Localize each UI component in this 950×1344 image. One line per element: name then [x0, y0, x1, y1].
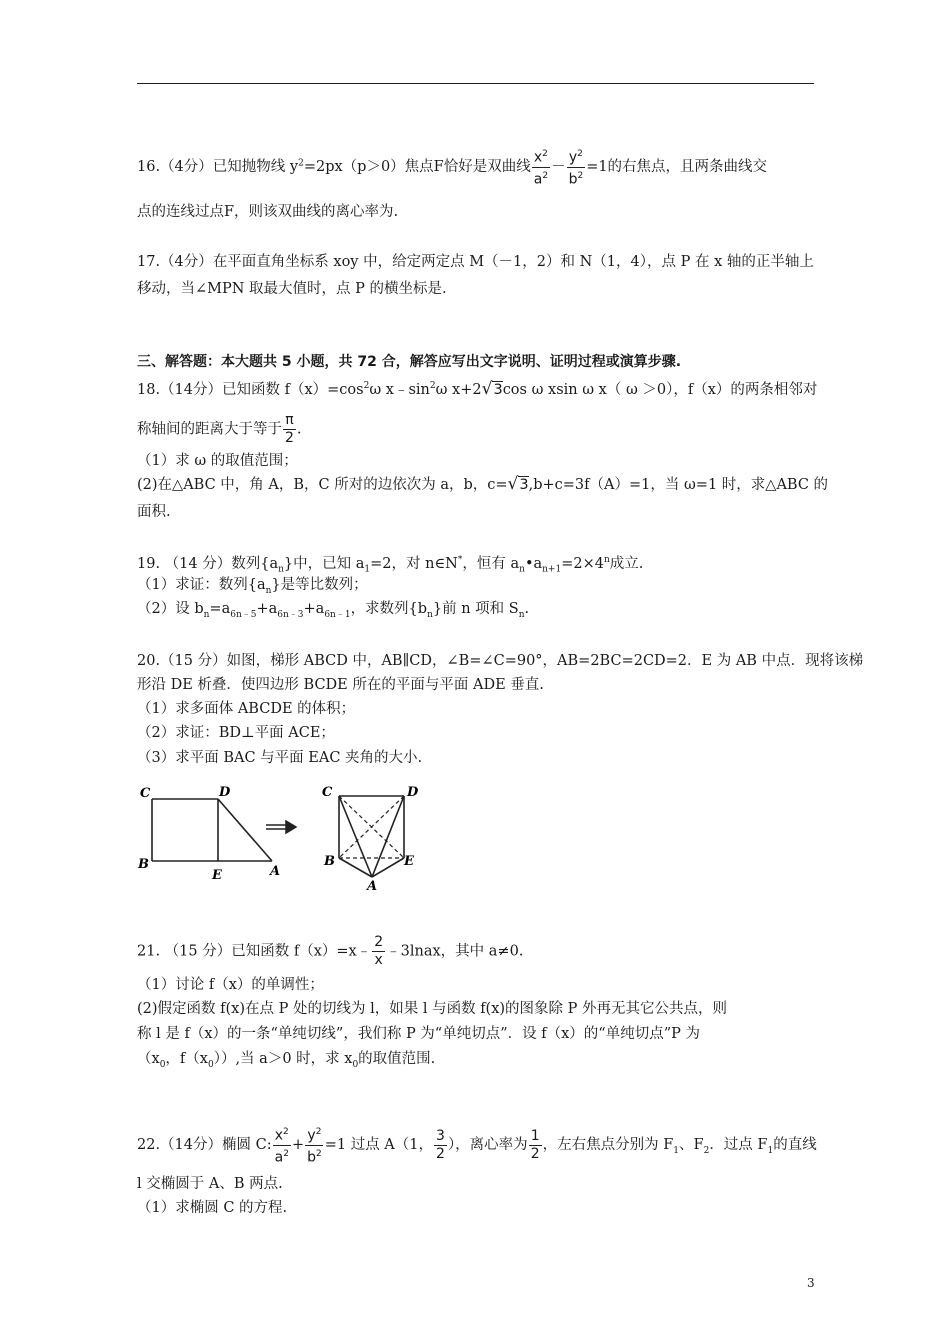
fraction-x2-a2: $\frac{x^2}{a^2}$ — [532, 146, 550, 188]
fraction-2-x: $\frac{2}{x}$ — [374, 934, 384, 968]
q20-part3: （3）求平面 BAC 与平面 EAC 夹角的大小. — [137, 750, 423, 766]
q19-part1: （1）求证：数列$\{a_n\}$是等比数列； — [137, 577, 368, 596]
label-D-solid: D — [407, 785, 419, 800]
q22-part1: （1）求椭圆 C 的方程. — [137, 1200, 288, 1216]
arrow-icon — [266, 821, 296, 833]
fraction-pi-2: $\frac{\pi}{2}$ — [285, 412, 294, 446]
q17-line2: 移动，当∠MPN 取最大值时，点 P 的横坐标是. — [137, 281, 447, 297]
label-B: B — [138, 857, 149, 872]
label-C-solid: C — [322, 785, 333, 800]
q19-line1: 19. （14 分）数列$\{a_n\}$中，已知 $a_1=2$，对 n∈N*，恒有 $a_n•a_{n+1}=2\times 4^n$成立. — [137, 555, 644, 575]
label-B-solid: B — [324, 854, 335, 869]
q16-line2: 点的连线过点F，则该双曲线的离心率为. — [137, 204, 399, 220]
trapezoid-flat — [152, 799, 272, 861]
section-heading: 三、解答题：本大题共 5 小题，共 72 合，解答应写出文字说明、证明过程或演算步骤. — [137, 354, 682, 370]
q16-line1: 16.（4分）已知抛物线 $y^2=2px(p>0)$焦点F恰好是双曲线 $\frac{x^2}{a^2}$ － $\frac{y^2}{b^2}$ =1的右焦点，且两条曲线交 — [137, 146, 767, 188]
label-E: E — [212, 868, 222, 883]
q21-part2-line3: （$x_0$，$f(x_0)$）,当 a＞0 时，求 $x_0$的取值范围. — [137, 1051, 436, 1070]
q18-line2: 称轴间的距离大于等于 $\frac{\pi}{2}$ . — [137, 412, 302, 446]
q22-line2: l 交椭圆于 A、B 两点. — [137, 1176, 283, 1192]
q18-line1: 18.（14分）已知函数 $f(x)=\cos^2\omega$ $x﹣\sin^2\omega$ x+2√3cos ω xsin ω x（ ω ＞0），f（x）的两条相邻对 — [137, 378, 818, 399]
q20-line1: 20.（15 分）如图，梯形 ABCD 中，AB∥CD，∠B=∠C=90°，AB=2BC=2CD=2．E 为 AB 中点．现将该梯 — [137, 653, 864, 669]
page-number: 3 — [807, 1276, 815, 1290]
q21-part1: （1）讨论 f（x）的单调性； — [137, 977, 324, 993]
header-rule — [137, 83, 814, 84]
q19-part2: （2）设 $b_n=a_{6n﹣5}+a_{6n﹣3}+a_{6n﹣1}$，求数列$\{b_n\}$前 n 项和 $S_n$. — [137, 601, 530, 620]
q20-part1: （1）求多面体 ABCDE 的体积； — [137, 701, 356, 717]
q21-line1: 21. （15 分）已知函数 f（x）=x﹣ $\frac{2}{x}$ ﹣3lnax，其中 a≠0. — [137, 934, 524, 968]
q20-part2: （2）求证：BD⊥平面 ACE； — [137, 725, 335, 741]
sqrt-symbol: √3 — [481, 378, 503, 399]
fraction-y2-b2: $\frac{y^2}{b^2}$ — [305, 1124, 324, 1166]
q18-part1: （1）求 ω 的取值范围； — [137, 453, 298, 469]
fraction-x2-a2: $\frac{x^2}{a^2}$ — [273, 1124, 291, 1166]
trapezoid-fold-figure — [136, 783, 426, 893]
q22-line1: 22.（14分）椭圆 C: $\frac{x^2}{a^2}$ + $\frac{y^2}{b^2}$ =1 过点 A（1， $\frac{3}{2}$ ），离心率为 $\frac{1}{2}$ ，左右焦点分别为 $F_1$、$F_2$．过点 $F_1$的直线 — [137, 1124, 817, 1166]
label-A-solid: A — [367, 879, 378, 893]
fraction-1-2: $\frac{1}{2}$ — [530, 1127, 540, 1162]
label-D: D — [219, 785, 231, 800]
fraction-y2-b2: $\frac{y^2}{b^2}$ — [567, 146, 586, 188]
q18-part2-line1: (2)在△ABC 中，角 A，B，C 所对的边依次为 a，b，c=√3,b+c=3f（A）=1，当 ω=1 时，求△ABC 的 — [137, 474, 829, 494]
folded-solid — [339, 796, 404, 877]
q21-part2-line1: (2)假定函数 f(x)在点 P 处的切线为 l，如果 l 与函数 f(x)的图象除 P 外再无其它公共点，则 — [137, 1001, 728, 1017]
q20-line2: 形沿 DE 析叠．使四边形 BCDE 所在的平面与平面 ADE 垂直. — [137, 677, 544, 693]
label-E-solid: E — [404, 854, 414, 869]
q17-line1: 17.（4分）在平面直角坐标系 xoy 中，给定两定点 M（－1，2）和 N（1，4），点 P 在 x 轴的正半轴上 — [137, 254, 814, 270]
fraction-3-2: $\frac{3}{2}$ — [436, 1127, 445, 1162]
q21-part2-line2: 称 l 是 f（x）的一条“单纯切线”，我们称 P 为“单纯切点”．设 f（x）的“单纯切点”P 为 — [137, 1026, 700, 1042]
q18-part2-line2: 面积. — [137, 504, 171, 520]
label-A: A — [270, 864, 281, 879]
label-C: C — [140, 786, 151, 801]
hidden-edges — [339, 796, 404, 858]
